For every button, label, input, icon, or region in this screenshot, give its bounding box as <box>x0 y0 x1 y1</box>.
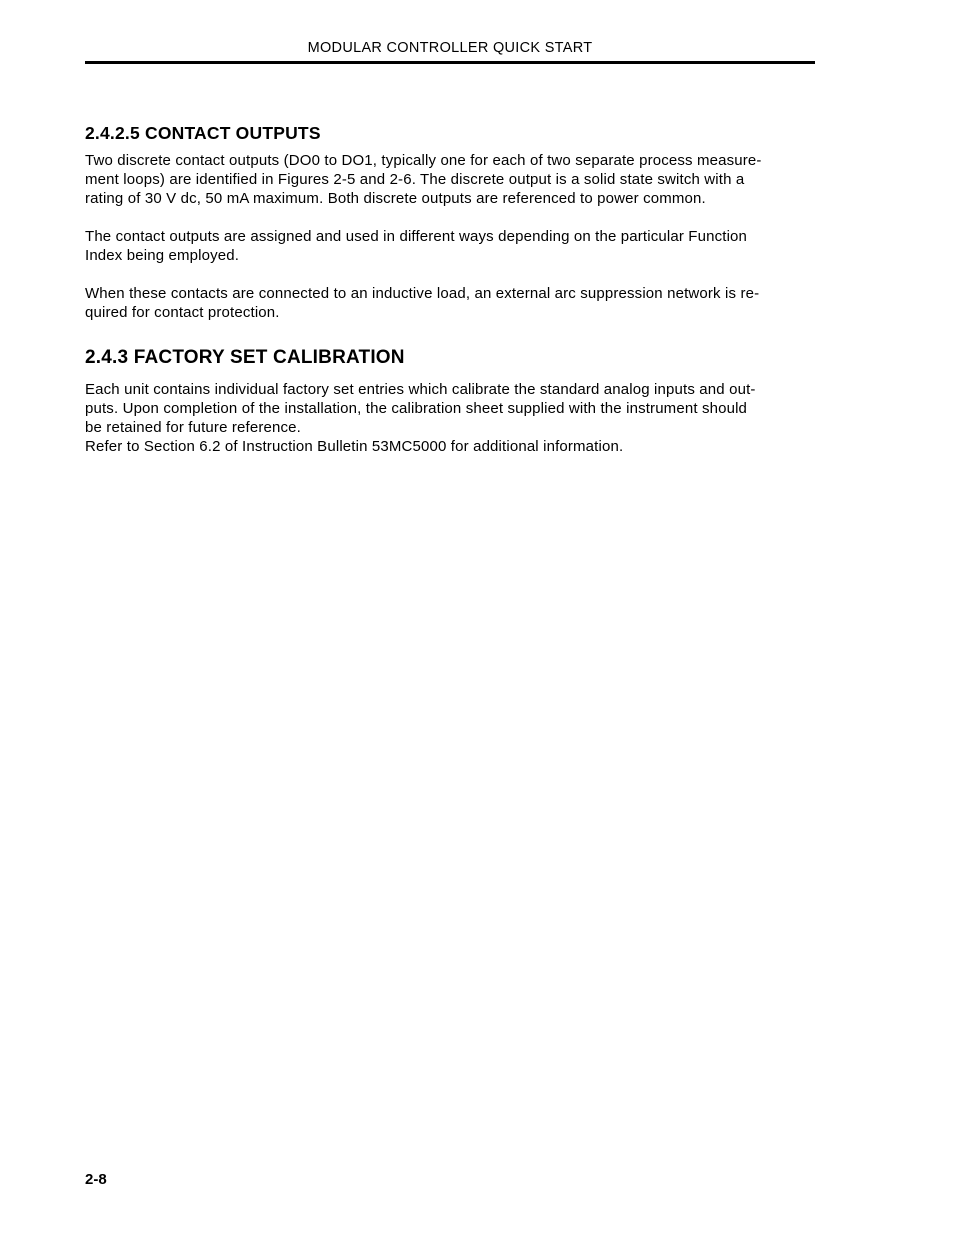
text-line: Two discrete contact outputs (DO0 to DO1, typically one for each of two separate process measure- <box>85 152 762 169</box>
paragraph-contact-outputs-3 <box>85 284 817 322</box>
text-line: quired for contact protection. <box>85 304 280 321</box>
running-header: MODULAR CONTROLLER QUICK START <box>307 40 593 56</box>
section-heading-contact-outputs: 2.4.2.5 CONTACT OUTPUTS <box>85 123 321 143</box>
paragraph-contact-outputs-2 <box>85 227 817 265</box>
section-factory-set-calibration <box>85 346 817 456</box>
text-line: Each unit contains individual factory set entries which calibrate the standard analog inputs and out- <box>85 381 756 398</box>
header-rule <box>85 61 815 64</box>
text-line: rating of 30 V dc, 50 mA maximum. Both discrete outputs are referenced to power common. <box>85 190 706 207</box>
text-line: be retained for future reference. <box>85 419 301 436</box>
section-heading-factory-set-calibration: 2.4.3 FACTORY SET CALIBRATION <box>85 347 405 368</box>
text-line: Refer to Section 6.2 of Instruction Bulletin 53MC5000 for additional information. <box>85 438 624 455</box>
page-body <box>85 122 817 456</box>
paragraph-factory-calibration-1 <box>85 380 817 456</box>
section-contact-outputs <box>85 122 817 322</box>
paragraph-contact-outputs-1 <box>85 151 817 208</box>
page-number: 2-8 <box>85 1171 107 1188</box>
text-line: ment loops) are identified in Figures 2-5 and 2-6. The discrete output is a solid state switch with a <box>85 171 745 188</box>
text-line: When these contacts are connected to an inductive load, an external arc suppression network is re- <box>85 285 760 302</box>
text-line: Index being employed. <box>85 247 240 264</box>
text-line: puts. Upon completion of the installation, the calibration sheet supplied with the instrument should <box>85 400 748 417</box>
text-line: The contact outputs are assigned and used in different ways depending on the particular Function <box>85 228 748 245</box>
